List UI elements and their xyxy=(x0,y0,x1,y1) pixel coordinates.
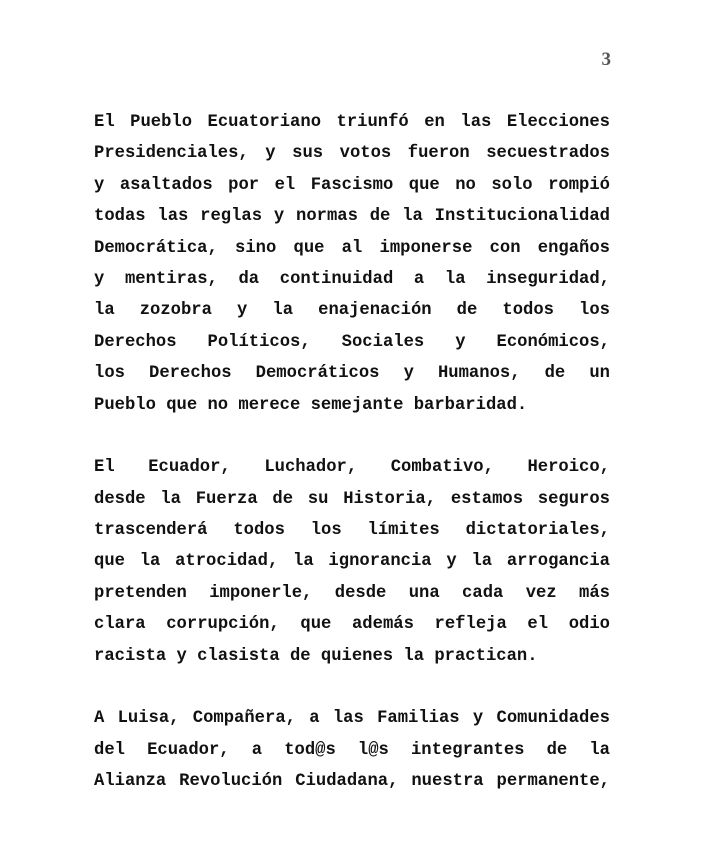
text-line: Derechos Políticos, Sociales y Económicos, xyxy=(94,332,610,352)
text-line: la zozobra y la enajenación de todos los xyxy=(94,301,610,321)
text-line: que la atrocidad, la ignorancia y la arrogancia xyxy=(94,552,610,572)
text-line: Pueblo que no merece semejante barbaridad. xyxy=(94,395,528,415)
text-line: desde la Fuerza de su Historia, estamos seguros xyxy=(94,489,610,509)
text-line: todas las reglas y normas de la Institucionalidad xyxy=(94,207,610,227)
text-line: Alianza Revolución Ciudadana, nuestra permanente, xyxy=(94,772,610,792)
paragraph-1 xyxy=(94,107,610,421)
text-line: y mentiras, da continuidad a la inseguridad, xyxy=(94,269,610,289)
paragraph-spacer xyxy=(94,421,610,452)
paragraph-2 xyxy=(94,452,610,672)
text-line: trascenderá todos los límites dictatoriales, xyxy=(94,521,610,541)
page-number: 3 xyxy=(601,49,611,70)
paragraph-3 xyxy=(94,703,610,797)
text-line: El Ecuador, Luchador, Combativo, Heroico, xyxy=(94,458,610,478)
text-line: pretenden imponerle, desde una cada vez más xyxy=(94,583,610,603)
text-line: El Pueblo Ecuatoriano triunfó en las Elecciones xyxy=(94,113,610,132)
text-line: y asaltados por el Fascismo que no solo rompió xyxy=(94,175,610,195)
paragraph-spacer xyxy=(94,672,610,703)
text-line: los Derechos Democráticos y Humanos, de un xyxy=(94,364,610,384)
text-line: clara corrupción, que además refleja el odio xyxy=(94,615,610,635)
text-line: racista y clasista de quienes la practican. xyxy=(94,646,538,666)
document-body xyxy=(94,107,610,798)
text-line: A Luisa, Compañera, a las Familias y Comunidades xyxy=(94,709,610,729)
text-line: Democrática, sino que al imponerse con engaños xyxy=(94,238,610,258)
text-line: del Ecuador, a tod@s l@s integrantes de la xyxy=(94,740,610,760)
text-line: Presidenciales, y sus votos fueron secuestrados xyxy=(94,144,610,164)
